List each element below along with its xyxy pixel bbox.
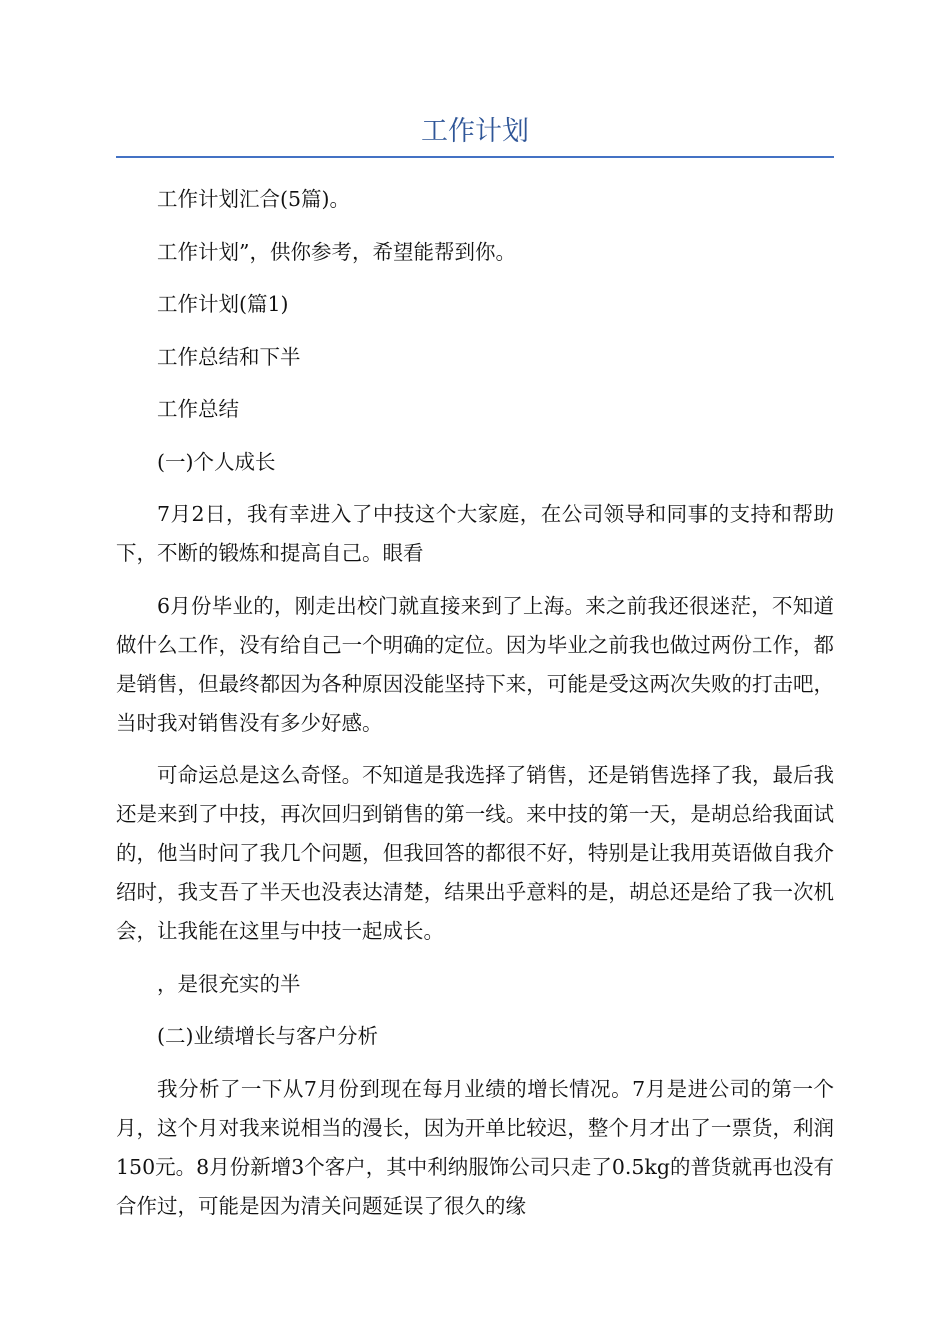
document-body (116, 180, 834, 1226)
paragraph-10: ，是很充实的半 (157, 971, 301, 996)
paragraph-7: 7月2日，我有幸进入了中技这个大家庭，在公司领导和同事的支持和帮助下，不断的锻炼和提高自己。眼看 (116, 502, 834, 565)
paragraph-1: 工作计划汇合(5篇)。 (157, 187, 351, 211)
paragraph-2: 工作计划”，供你参考，希望能帮到你。 (157, 239, 516, 264)
paragraph-8: 6月份毕业的，刚走出校门就直接来到了上海。来之前我还很迷茫，不知道做什么工作，没有给自己一个明确的定位。因为毕业之前我也做过两份工作，都是销售，但最终都因为各种原因没能坚持下来，可能是受这两次失败的打击吧，当时我对销售没有多少好感。 (116, 593, 834, 735)
paragraph-9: 可命运总是这么奇怪。不知道是我选择了销售，还是销售选择了我，最后我还是来到了中技，再次回归到销售的第一线。来中技的第一天，是胡总给我面试的，他当时问了我几个问题，但我回答的都很不好，特别是让我用英语做自我介绍时，我支吾了半天也没表达清楚，结果出乎意料的是，胡总还是给了我一次机会，让我能在这里与中技一起成长。 (116, 763, 834, 943)
paragraph-5: 工作总结 (157, 397, 239, 421)
paragraph-3: 工作计划(篇1) (157, 292, 289, 316)
paragraph-4: 工作总结和下半 (157, 344, 301, 369)
title-underline (116, 156, 834, 158)
paragraph-11: (二)业绩增长与客户分析 (157, 1024, 378, 1048)
paragraph-12: 我分析了一下从7月份到现在每月业绩的增长情况。7月是进公司的第一个月，这个月对我来说相当的漫长，因为开单比较迟，整个月才出了一票货，利润150元。8月份新增3个客户，其中利纳服饰公司只走了0.5kg的普货就再也没有合作过，可能是因为清关问题延误了很久的缘 (116, 1076, 834, 1218)
paragraph-6: (一)个人成长 (157, 449, 276, 474)
document-title: 工作计划 (421, 116, 529, 147)
